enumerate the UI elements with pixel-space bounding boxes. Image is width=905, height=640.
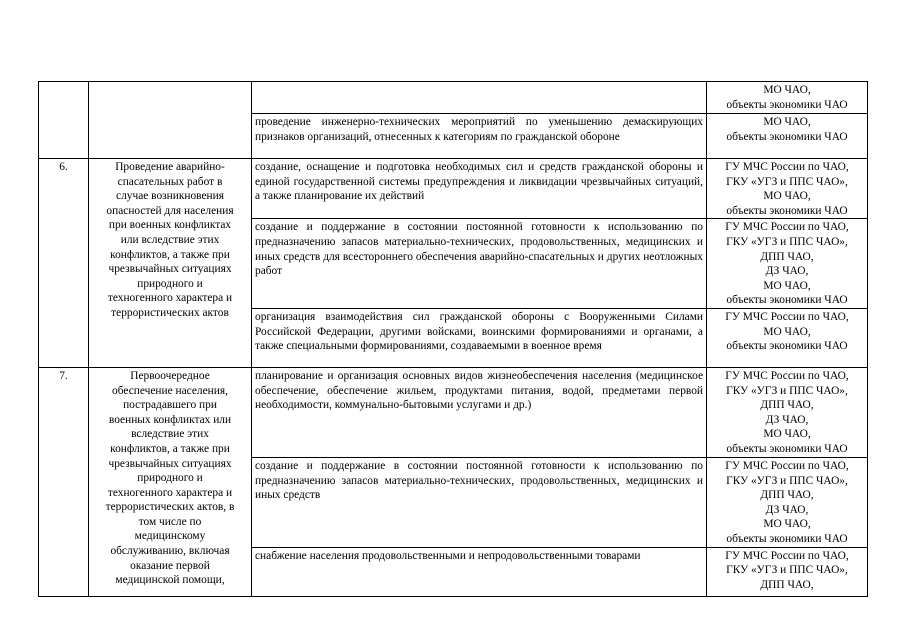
measure-cell: создание, оснащение и подготовка необходимых сил и средств гражданской обороны и единой государственной системы предупреждения и ликвидации чрезвычайных ситуаций, а также планирование их действий bbox=[252, 159, 707, 219]
item-number-cell bbox=[39, 82, 89, 159]
name-line: Первоочередное bbox=[130, 369, 210, 382]
table-row bbox=[39, 367, 868, 457]
measure-text: снабжение населения продовольственными и непродовольственными товарами bbox=[255, 549, 641, 562]
table-row bbox=[39, 159, 868, 219]
executor: МО ЧАО, bbox=[763, 84, 811, 96]
executor: ДПП ЧАО, bbox=[760, 578, 814, 591]
executor: ДПП ЧАО, bbox=[760, 250, 814, 263]
name-line: при военных конфликтах bbox=[108, 219, 232, 232]
executor: ГКУ «УГЗ и ППС ЧАО», bbox=[726, 474, 848, 487]
executor: МО ЧАО, bbox=[763, 116, 811, 128]
executor: ГКУ «УГЗ и ППС ЧАО», bbox=[726, 564, 848, 577]
item-name-cell bbox=[89, 159, 252, 368]
executor: ГУ МЧС России по ЧАО, bbox=[725, 161, 849, 173]
name-line: оказание первой bbox=[130, 559, 210, 572]
executors-cell bbox=[707, 82, 868, 114]
executor: объекты экономики ЧАО bbox=[726, 204, 848, 217]
executor: ГКУ «УГЗ и ППС ЧАО», bbox=[726, 175, 848, 188]
measure-cell bbox=[252, 82, 707, 114]
measure-cell: создание и поддержание в состоянии постоянной готовности к использованию по предназначению запасов материально-технических, продовольственных, медицинских и иных средств bbox=[252, 457, 707, 547]
name-line: чрезвычайных ситуациях bbox=[108, 263, 232, 276]
name-line: случае возникновения bbox=[116, 190, 224, 203]
document-page bbox=[38, 81, 867, 597]
executors-cell bbox=[707, 457, 868, 547]
measure-cell bbox=[252, 547, 707, 596]
executor: ДПП ЧАО, bbox=[760, 399, 814, 412]
measure-cell: планирование и организация основных видов жизнеобеспечения населения (медицинское обеспечение, обеспечение жильем, продуктами питания, водой, предметами первой необходимости, коммунально-бытовыми услугами и др.) bbox=[252, 367, 707, 457]
name-line: обслуживанию, включая bbox=[110, 545, 230, 558]
name-line: техногенного характера и bbox=[107, 486, 233, 499]
executor: ГКУ «УГЗ и ППС ЧАО», bbox=[726, 235, 848, 248]
measures-table bbox=[38, 81, 868, 597]
name-line: спасательных работ в bbox=[117, 175, 223, 188]
executor: объекты экономики ЧАО bbox=[726, 294, 848, 307]
executors-list bbox=[710, 549, 864, 596]
name-line: чрезвычайных ситуациях bbox=[108, 457, 232, 470]
executor: объекты экономики ЧАО bbox=[726, 532, 848, 545]
name-line: или вследствие этих bbox=[120, 233, 220, 246]
executor: ДЗ ЧАО, bbox=[765, 503, 809, 516]
measure-cell: создание и поддержание в состоянии постоянной готовности к использованию по предназначению запасов материально-технических, продовольственных, медицинских и иных средств для всестороннего обеспечения аварийно-спасательных и других неотложных работ bbox=[252, 219, 707, 309]
executor: ГУ МЧС России по ЧАО, bbox=[725, 459, 849, 472]
name-line: террористических актов bbox=[111, 306, 229, 319]
measure-cell: проведение инженерно-технических мероприятий по уменьшению демаскирующих признаков организаций, отнесенных к категориям по гражданской обороне bbox=[252, 114, 707, 159]
executor: объекты экономики ЧАО bbox=[726, 98, 848, 111]
name-line: обеспечение населения, bbox=[112, 384, 228, 397]
name-line: вследствие этих bbox=[131, 428, 209, 441]
name-line: конфликтов, а также при bbox=[110, 442, 230, 455]
executor: МО ЧАО, bbox=[763, 428, 811, 441]
measure-cell: организация взаимодействия сил гражданской обороны с Вооруженными Силами Российской Федерации, другими войсками, воинскими формированиями и органами, а также специальными формированиями, создаваемыми в военное время bbox=[252, 308, 707, 367]
executor: МО ЧАО, bbox=[763, 190, 811, 203]
executor: МО ЧАО, bbox=[763, 279, 811, 292]
name-line: военных конфликтах или bbox=[108, 413, 232, 426]
executor: ГУ МЧС России по ЧАО, bbox=[725, 549, 849, 562]
item-number-cell: 7. bbox=[39, 367, 89, 596]
executor: ДЗ ЧАО, bbox=[765, 413, 809, 426]
name-line: Проведение аварийно- bbox=[115, 161, 225, 173]
name-line: пострадавшего при bbox=[123, 399, 217, 412]
name-line: конфликтов, а также при bbox=[110, 248, 230, 261]
executors-cell bbox=[707, 159, 868, 219]
name-line: природного и bbox=[137, 472, 203, 485]
name-line: террористических актов, в bbox=[105, 501, 235, 514]
executors-cell bbox=[707, 367, 868, 457]
executors-cell bbox=[707, 114, 868, 159]
table-row bbox=[39, 82, 868, 114]
executors-cell bbox=[707, 308, 868, 367]
executor: ГКУ «УГЗ и ППС ЧАО», bbox=[726, 384, 848, 397]
executor: объекты экономики ЧАО bbox=[726, 130, 848, 143]
name-line: природного и bbox=[137, 277, 203, 290]
executor: ГУ МЧС России по ЧАО, bbox=[725, 221, 849, 234]
executor: ДЗ ЧАО, bbox=[765, 265, 809, 278]
item-name-cell bbox=[89, 82, 252, 159]
executor: ДПП ЧАО, bbox=[760, 489, 814, 502]
name-line: медицинской помощи, bbox=[115, 574, 225, 587]
name-line: том числе по bbox=[138, 515, 202, 528]
executor: МО ЧАО, bbox=[763, 325, 811, 338]
executors-cell bbox=[707, 547, 868, 596]
executor: ГУ МЧС России по ЧАО, bbox=[725, 310, 849, 323]
name-line: опасностей для населения bbox=[106, 204, 234, 217]
executor: ГУ МЧС России по ЧАО, bbox=[725, 369, 849, 382]
name-line: техногенного характера и bbox=[107, 292, 233, 305]
executors-cell bbox=[707, 219, 868, 309]
executor: объекты экономики ЧАО bbox=[726, 442, 848, 455]
name-line: медицинскому bbox=[134, 530, 206, 543]
item-name-cell bbox=[89, 367, 252, 596]
executor: МО ЧАО, bbox=[763, 518, 811, 531]
executor: объекты экономики ЧАО bbox=[726, 340, 848, 353]
item-number-cell: 6. bbox=[39, 159, 89, 368]
